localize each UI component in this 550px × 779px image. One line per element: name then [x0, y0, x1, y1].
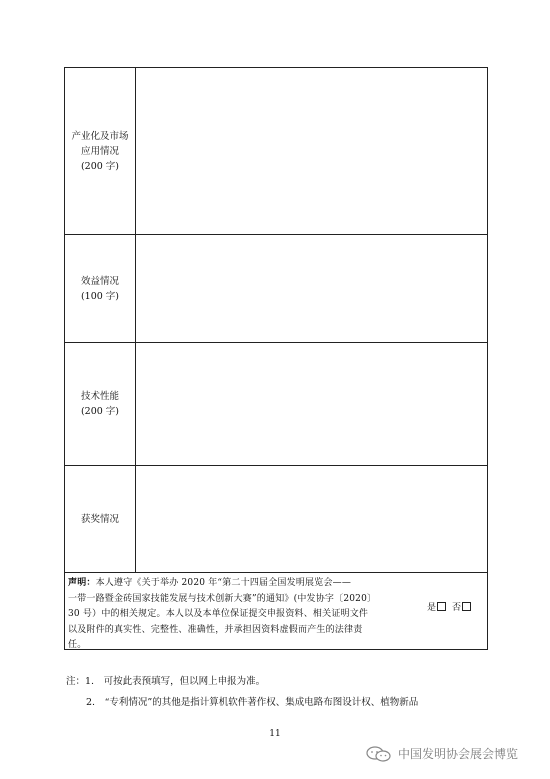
watermark — [366, 745, 518, 762]
row-label — [65, 235, 136, 342]
form-row-industrialization — [65, 68, 487, 235]
label-line: 效益情况 — [80, 275, 119, 287]
declaration-line: 本人遵守《关于举办 2020 年“第二十四届全国发明展览会—— — [95, 578, 352, 588]
note-item: 2. “专利情况”的其他是指计算机软件著作权、集成电路布图设计权、植物新品 — [86, 697, 419, 708]
label-line: (100 字) — [80, 290, 120, 302]
awards-content-cell[interactable] — [136, 466, 487, 572]
technical-performance-content-cell[interactable] — [136, 343, 487, 465]
declaration-line: 一带一路暨金砖国家技能发展与技术创新大赛”的通知》(中发协字〔2020〕 — [68, 593, 377, 604]
declaration-line: 30 号）中的相关规定。本人以及本单位保证提交申报资料、相关证明文件 — [68, 609, 369, 619]
wechat-icon — [366, 746, 392, 762]
label-line: (200 字) — [80, 160, 120, 172]
declaration-line: 以及附件的真实性、完整性、准确性，并承担因资料虚假而产生的法律责 — [68, 624, 363, 635]
declaration-heading: 声明： — [68, 578, 96, 588]
application-form-table — [64, 67, 488, 650]
benefits-content-cell[interactable] — [136, 235, 487, 342]
declaration-row — [65, 573, 487, 649]
form-row-awards — [65, 466, 487, 573]
yes-no-options — [427, 600, 477, 613]
label-line: 技术性能 — [80, 391, 119, 402]
industrialization-content-cell[interactable] — [136, 68, 487, 234]
label-line: 应用情况 — [80, 145, 119, 157]
notes-section — [66, 671, 418, 713]
no-label: 否 — [452, 603, 462, 613]
no-checkbox[interactable] — [462, 602, 471, 611]
declaration-text — [68, 576, 426, 654]
watermark-text: 中国发明协会展会博览 — [398, 747, 519, 761]
row-label — [65, 68, 136, 234]
label-line: (200 字) — [80, 406, 120, 417]
yes-checkbox[interactable] — [437, 602, 446, 611]
page-number: 11 — [269, 729, 281, 739]
note-text: 1. 可按此表预填写，但以网上申报为准。 — [85, 676, 266, 687]
label-line: 获奖情况 — [80, 513, 119, 525]
note-item — [66, 671, 418, 692]
form-row-benefits — [65, 235, 487, 343]
declaration-line: 任。 — [68, 640, 87, 650]
row-label — [65, 466, 136, 572]
form-row-technical-performance — [65, 343, 487, 466]
row-label — [65, 343, 136, 465]
notes-prefix: 注： — [66, 676, 86, 687]
yes-label: 是 — [427, 603, 437, 613]
label-line: 产业化及市场 — [71, 130, 129, 142]
